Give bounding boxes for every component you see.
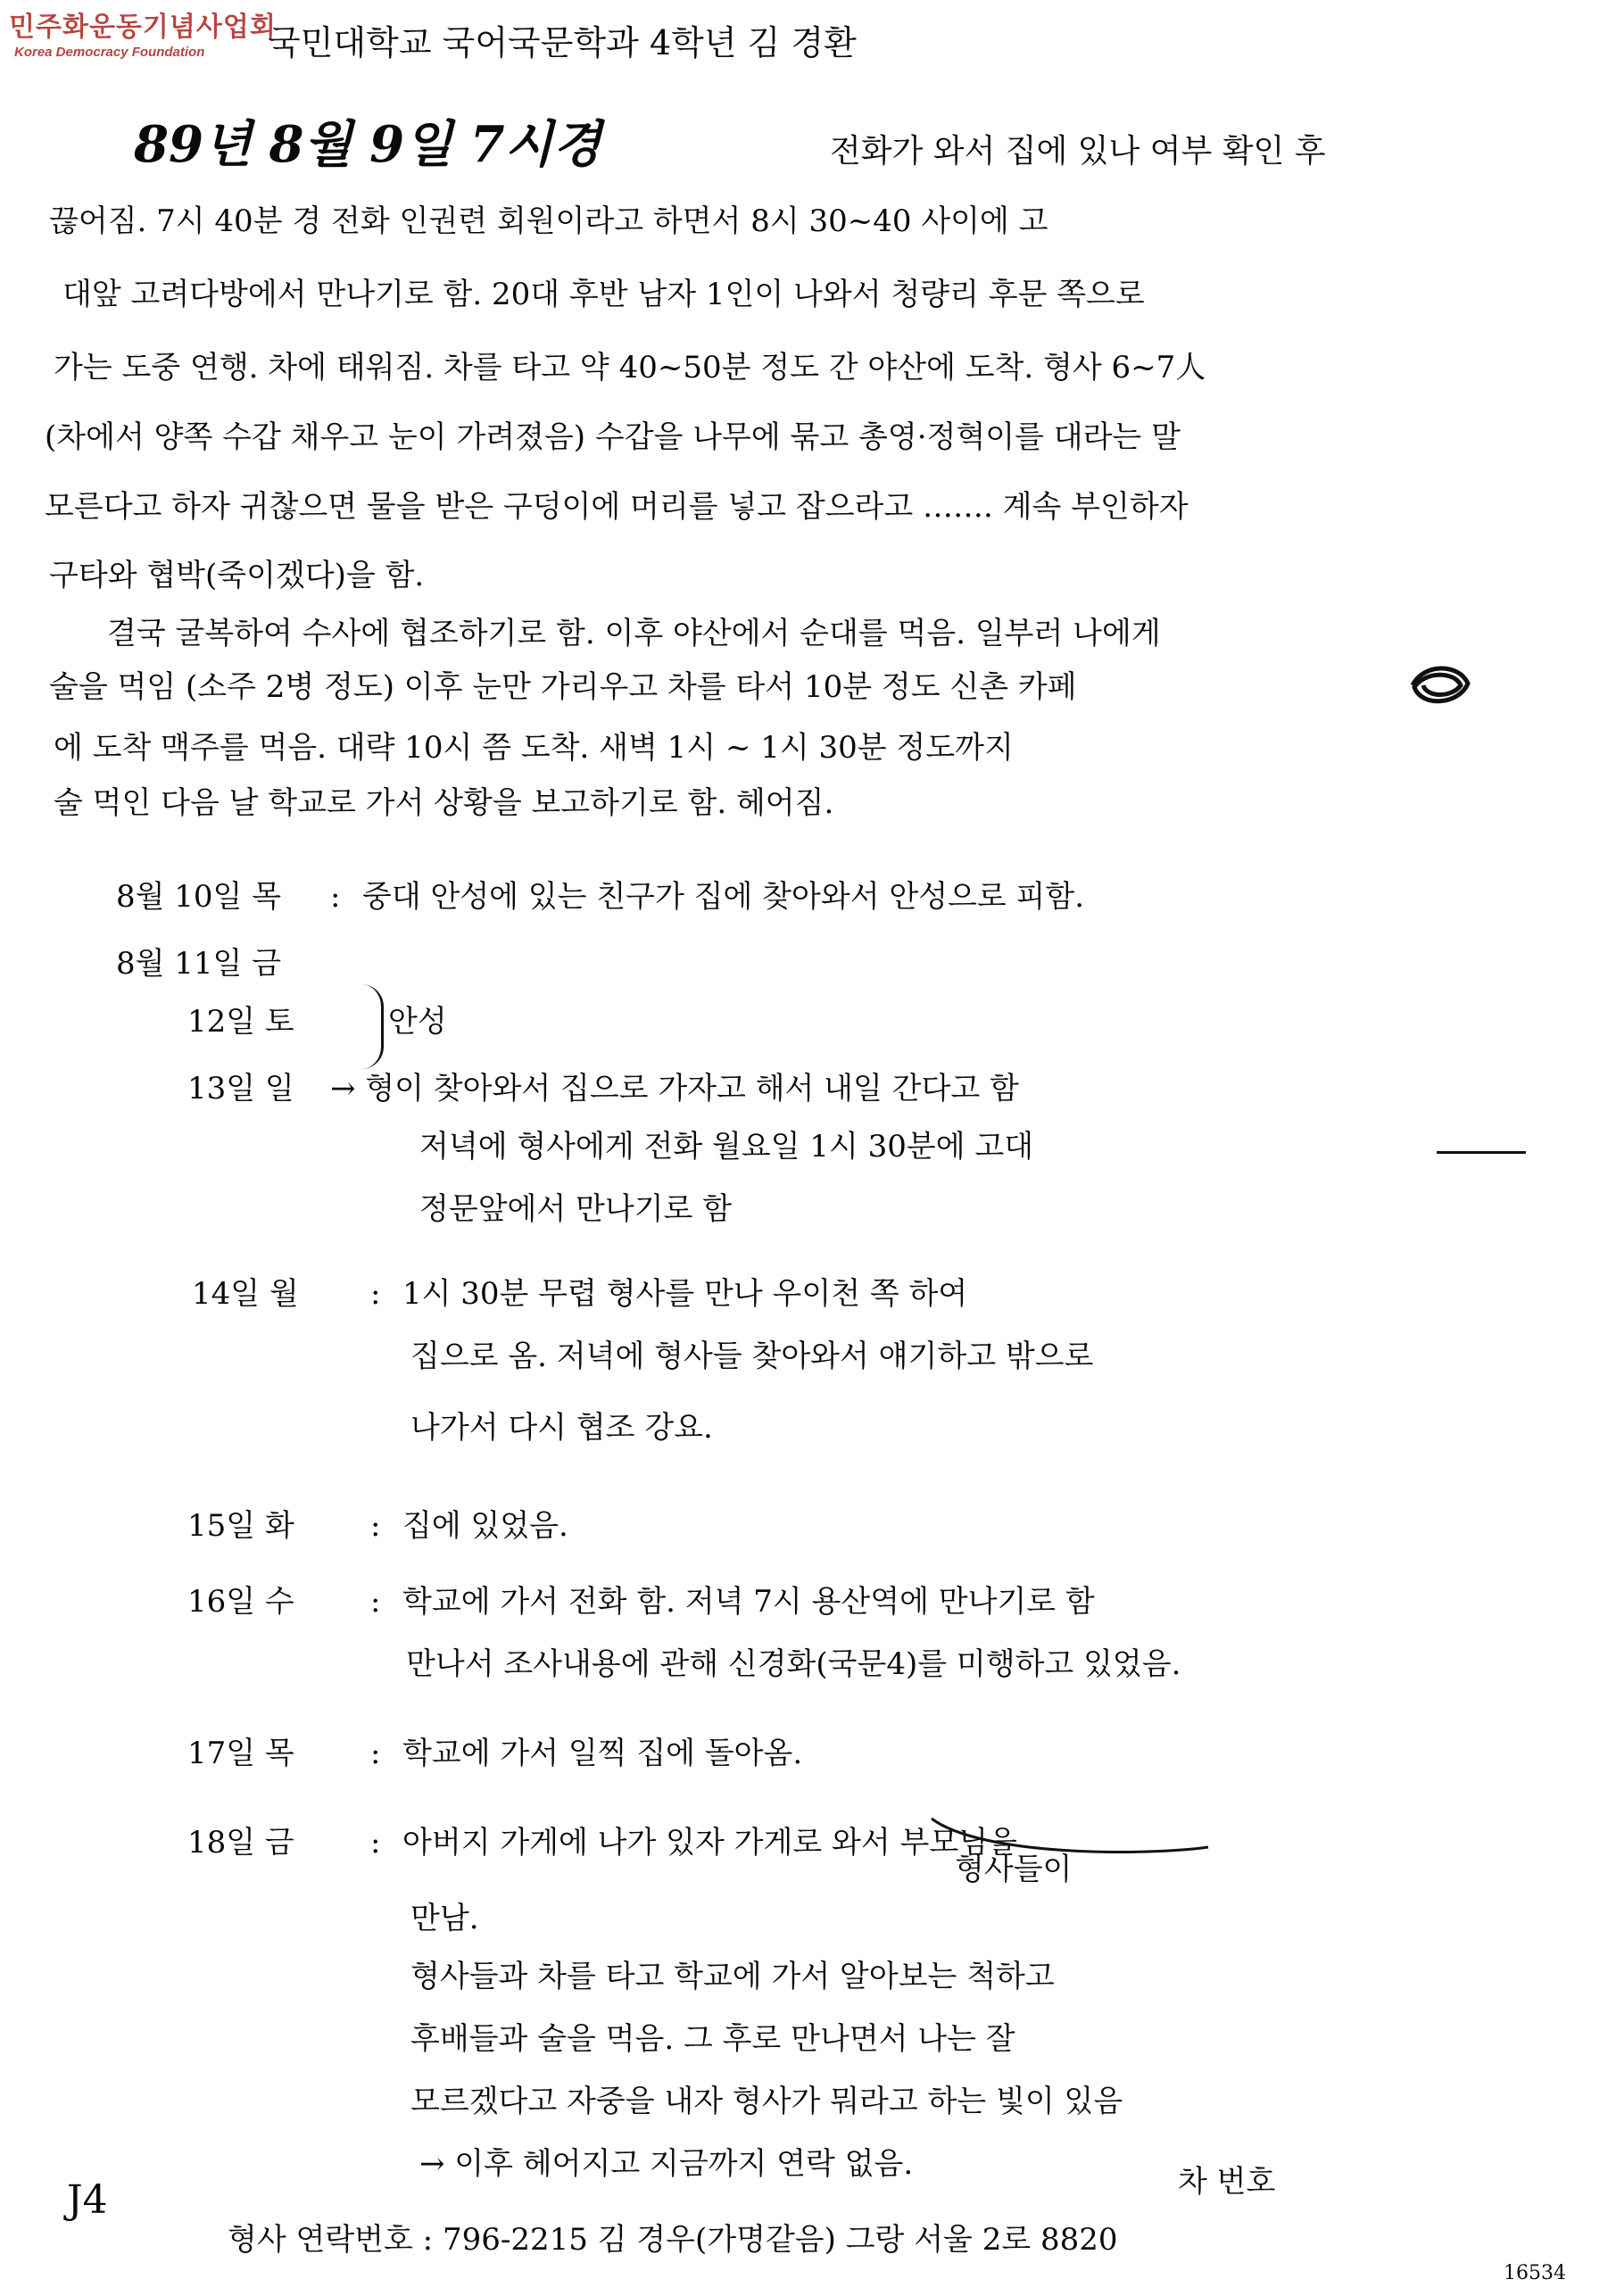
paragraph-1-line-7: 구타와 협박(죽이겠다)을 함. (49, 558, 425, 593)
watermark-english: Korea Democracy Foundation (14, 45, 205, 60)
entry-aug-18: 18일 금 : 아버지 가게에 나가 있자 가게로 와서 부모님을 (187, 1825, 1017, 1861)
paragraph-2-line-3: 에 도착 맥주를 먹음. 대략 10시 쯤 도착. 새벽 1시 ~ 1시 30분 정도까지 (54, 730, 1014, 766)
entry-text: 안성 (388, 1004, 447, 1040)
paragraph-1-line-5: (차에서 양쪽 수갑 채우고 눈이 가려졌음) 수갑을 나무에 묶고 총영·정혁이를 대라는 말 (45, 419, 1181, 455)
entry-aug-18-line-2: 만남. (410, 1901, 479, 1936)
entry-text: 학교에 가서 전화 함. 저녁 7시 용산역에 만나기로 함 (402, 1584, 1095, 1620)
entry-text: 학교에 가서 일찍 집에 돌아옴. (402, 1736, 803, 1771)
entry-aug-18-insert: 형사들이 (955, 1852, 1073, 1887)
paragraph-1-line-3: 대앞 고려다방에서 만나기로 함. 20대 후반 남자 1인이 나와서 청량리 후문 쪽으로 (62, 277, 1145, 312)
entry-date: 16일 수 (187, 1584, 294, 1620)
paragraph-2-line-1: 결국 굴복하여 수사에 협조하기로 함. 이후 야산에서 순대를 먹음. 일부러 나에게 (107, 616, 1161, 651)
paragraph-1-line-4: 가는 도중 연행. 차에 태워짐. 차를 타고 약 40~50분 정도 간 야산에 도착. 형사 6~7人 (54, 350, 1206, 385)
entry-date: 18일 금 (187, 1825, 294, 1861)
car-number-label: 차 번호 (1178, 2164, 1276, 2200)
entry-date: 8월 10일 목 (116, 879, 282, 915)
underline-mark (1437, 1151, 1526, 1154)
watermark-korean: 민주화운동기념사업회 (9, 12, 277, 43)
arrow-icon: → (330, 1071, 366, 1107)
entry-date: 8월 11일 금 (116, 946, 282, 982)
foundation-watermark (9, 11, 294, 61)
entry-text: 형이 찾아와서 집으로 가자고 해서 내일 간다고 함 (365, 1071, 1019, 1107)
entry-aug-18-line-6: → 이후 헤어지고 지금까지 연락 없음. (419, 2146, 914, 2182)
scribbled-out-word (1405, 659, 1477, 712)
entry-text: 아버지 가게에 나가 있자 가게로 와서 부모님을 (402, 1825, 1017, 1861)
entry-date: 13일 일 (187, 1071, 294, 1107)
entry-aug-14-line-3: 나가서 다시 협조 강요. (410, 1410, 713, 1446)
entry-text: 1시 30분 무렵 형사를 만나 우이천 쪽 하여 (402, 1276, 968, 1312)
entry-aug-16: 16일 수 : 학교에 가서 전화 함. 저녁 7시 용산역에 만나기로 함 (187, 1584, 1095, 1620)
entry-aug-18-line-5: 모르겠다고 자중을 내자 형사가 뭐라고 하는 빛이 있음 (410, 2084, 1123, 2119)
author-line: 국민대학교 국어국문학과 4학년 김 경환 (268, 23, 857, 62)
entry-aug-13 (187, 1071, 1019, 1107)
paragraph-1-line-2: 끊어짐. 7시 40분 경 전화 인권련 회원이라고 하면서 8시 30~40 사이에 고 (49, 203, 1048, 239)
entry-aug-13-line-2: 저녁에 형사에게 전화 월요일 1시 30분에 고대 (419, 1129, 1034, 1165)
entry-aug-13-line-3: 정문앞에서 만나기로 함 (419, 1191, 733, 1227)
entry-date: 12일 토 (187, 1004, 294, 1040)
entry-aug-11 (116, 946, 330, 982)
entry-aug-12 (187, 1004, 447, 1040)
entry-text: 집에 있었음. (402, 1508, 568, 1544)
paragraph-2-line-4: 술 먹인 다음 날 학교로 가서 상황을 보고하기로 함. 헤어짐. (54, 785, 834, 821)
entry-aug-14: 14일 월 : 1시 30분 무렵 형사를 만나 우이천 쪽 하여 (192, 1276, 968, 1312)
margin-mark: J4 (67, 2177, 108, 2223)
entry-aug-16-line-2: 만나서 조사내용에 관해 신경화(국문4)를 미행하고 있었음. (406, 1646, 1181, 1682)
entry-aug-17: 17일 목 : 학교에 가서 일찍 집에 돌아옴. (187, 1736, 803, 1771)
paragraph-1-line-1: 전화가 와서 집에 있나 여부 확인 후 (830, 133, 1326, 170)
date-range-bracket (361, 984, 384, 1069)
entry-date: 17일 목 (187, 1736, 294, 1771)
entry-aug-15: 15일 화 : 집에 있었음. (187, 1508, 568, 1544)
entry-aug-14-line-2: 집으로 옴. 저녁에 형사들 찾아와서 얘기하고 밖으로 (410, 1339, 1094, 1374)
paragraph-2-line-2: 술을 먹임 (소주 2병 정도) 이후 눈만 가리우고 차를 타서 10분 정도 신촌 카페 (49, 669, 1077, 705)
entry-aug-18-line-3: 형사들과 차를 타고 학교에 가서 알아보는 척하고 (410, 1959, 1055, 1994)
insertion-curve (928, 1811, 1214, 1856)
detective-contact: 형사 연락번호 : 796-2215 김 경우(가명같음) 그랑 서울 2로 8820 (228, 2222, 1118, 2258)
page-stamp: 16534 (1504, 2262, 1566, 2284)
entry-aug-10: 8월 10일 목 : 중대 안성에 있는 친구가 집에 찾아와서 안성으로 피함. (116, 879, 1085, 915)
entry-aug-18-line-4: 후배들과 술을 먹음. 그 후로 만나면서 나는 잘 (410, 2021, 1015, 2057)
paragraph-1-line-6: 모른다고 하자 귀찮으면 물을 받은 구덩이에 머리를 넣고 잡으라고 ……. 계속 부인하자 (45, 489, 1189, 525)
entry-date: 15일 화 (187, 1508, 294, 1544)
date-heading: 89년 8월 9일 7시경 (134, 115, 601, 174)
entry-date: 14일 월 (192, 1276, 299, 1312)
entry-text: 중대 안성에 있는 친구가 집에 찾아와서 안성으로 피함. (362, 879, 1085, 915)
